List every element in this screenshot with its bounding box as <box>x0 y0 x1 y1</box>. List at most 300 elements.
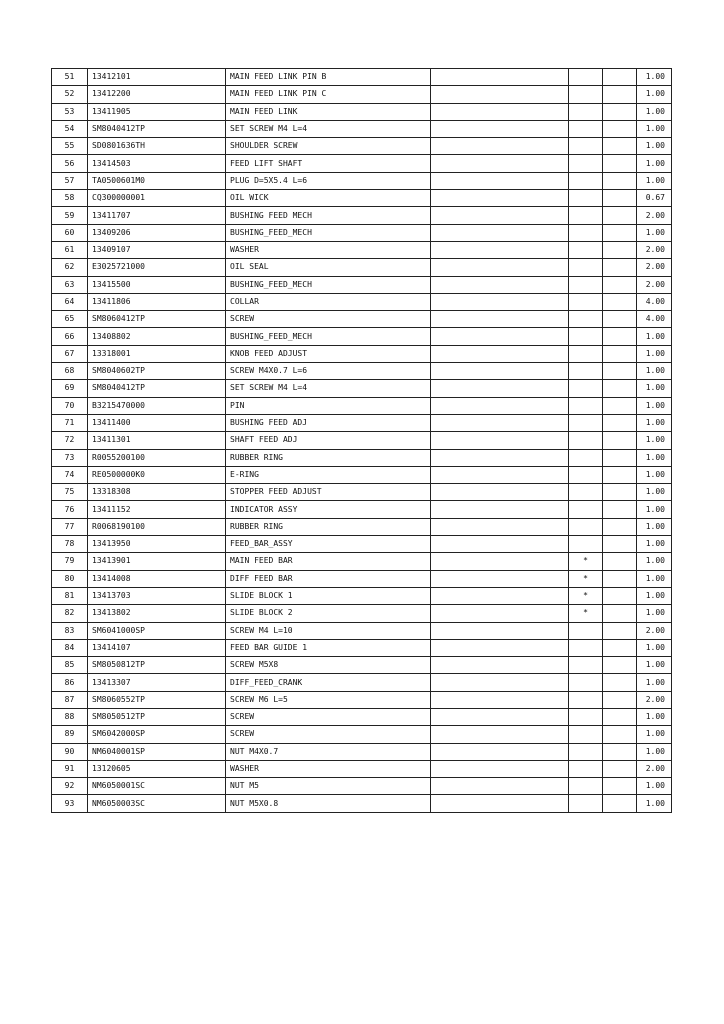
blank-cell <box>431 778 569 795</box>
blank-cell <box>603 363 637 380</box>
item-number-cell: 79 <box>52 553 88 570</box>
table-row <box>52 363 672 380</box>
mark-cell <box>569 466 603 483</box>
blank-cell <box>431 466 569 483</box>
mark-cell <box>569 432 603 449</box>
blank-cell <box>603 760 637 777</box>
table-row <box>52 553 672 570</box>
blank-cell <box>603 120 637 137</box>
part-number-cell: B3215470000 <box>88 397 226 414</box>
part-number-cell: 13318001 <box>88 345 226 362</box>
table-row <box>52 190 672 207</box>
blank-cell <box>431 224 569 241</box>
item-number-cell: 57 <box>52 172 88 189</box>
table-row <box>52 449 672 466</box>
mark-cell <box>569 536 603 553</box>
part-number-cell: 13414107 <box>88 639 226 656</box>
blank-cell <box>603 622 637 639</box>
blank-cell <box>431 120 569 137</box>
description-cell: WASHER <box>226 760 431 777</box>
quantity-cell: 2.00 <box>637 241 672 258</box>
description-cell: SCREW M4 L=10 <box>226 622 431 639</box>
blank-cell <box>431 380 569 397</box>
table-row <box>52 276 672 293</box>
part-number-cell: 13318308 <box>88 484 226 501</box>
mark-cell <box>569 86 603 103</box>
part-number-cell: 13408802 <box>88 328 226 345</box>
quantity-cell: 1.00 <box>637 224 672 241</box>
blank-cell <box>603 726 637 743</box>
table-row <box>52 207 672 224</box>
mark-cell <box>569 674 603 691</box>
mark-cell <box>569 69 603 86</box>
description-cell: RUBBER RING <box>226 518 431 535</box>
table-row <box>52 328 672 345</box>
blank-cell <box>603 190 637 207</box>
table-row <box>52 259 672 276</box>
table-row <box>52 311 672 328</box>
table-row <box>52 466 672 483</box>
quantity-cell: 4.00 <box>637 293 672 310</box>
part-number-cell: R0068190100 <box>88 518 226 535</box>
quantity-cell: 1.00 <box>637 466 672 483</box>
blank-cell <box>431 553 569 570</box>
mark-cell <box>569 484 603 501</box>
part-number-cell: 13409206 <box>88 224 226 241</box>
item-number-cell: 86 <box>52 674 88 691</box>
blank-cell <box>603 605 637 622</box>
item-number-cell: 58 <box>52 190 88 207</box>
blank-cell <box>431 414 569 431</box>
description-cell: SCREW <box>226 311 431 328</box>
quantity-cell: 1.00 <box>637 674 672 691</box>
item-number-cell: 91 <box>52 760 88 777</box>
blank-cell <box>603 795 637 812</box>
part-number-cell: 13411400 <box>88 414 226 431</box>
quantity-cell: 1.00 <box>637 155 672 172</box>
item-number-cell: 59 <box>52 207 88 224</box>
blank-cell <box>431 795 569 812</box>
part-number-cell: RE0500000K0 <box>88 466 226 483</box>
item-number-cell: 66 <box>52 328 88 345</box>
part-number-cell: E3025721000 <box>88 259 226 276</box>
mark-cell <box>569 449 603 466</box>
table-row <box>52 657 672 674</box>
table-row <box>52 570 672 587</box>
blank-cell <box>431 536 569 553</box>
blank-cell <box>603 639 637 656</box>
description-cell: OIL WICK <box>226 190 431 207</box>
table-row <box>52 414 672 431</box>
part-number-cell: 13411806 <box>88 293 226 310</box>
blank-cell <box>431 674 569 691</box>
part-number-cell: SM6041000SP <box>88 622 226 639</box>
mark-cell: * <box>569 587 603 604</box>
blank-cell <box>603 743 637 760</box>
blank-cell <box>431 276 569 293</box>
quantity-cell: 2.00 <box>637 622 672 639</box>
quantity-cell: 1.00 <box>637 501 672 518</box>
item-number-cell: 83 <box>52 622 88 639</box>
part-number-cell: NM6050003SC <box>88 795 226 812</box>
table-row <box>52 726 672 743</box>
mark-cell <box>569 311 603 328</box>
quantity-cell: 1.00 <box>637 587 672 604</box>
table-row <box>52 432 672 449</box>
part-number-cell: 13411152 <box>88 501 226 518</box>
blank-cell <box>603 778 637 795</box>
table-row <box>52 86 672 103</box>
item-number-cell: 77 <box>52 518 88 535</box>
blank-cell <box>431 449 569 466</box>
item-number-cell: 65 <box>52 311 88 328</box>
table-row <box>52 639 672 656</box>
table-row <box>52 155 672 172</box>
blank-cell <box>431 241 569 258</box>
quantity-cell: 1.00 <box>637 103 672 120</box>
quantity-cell: 4.00 <box>637 311 672 328</box>
description-cell: BUSHING_FEED_MECH <box>226 276 431 293</box>
blank-cell <box>431 345 569 362</box>
blank-cell <box>603 587 637 604</box>
quantity-cell: 1.00 <box>637 397 672 414</box>
blank-cell <box>603 432 637 449</box>
blank-cell <box>431 311 569 328</box>
table-row <box>52 484 672 501</box>
item-number-cell: 63 <box>52 276 88 293</box>
description-cell: BUSHING FEED MECH <box>226 207 431 224</box>
table-row <box>52 103 672 120</box>
part-number-cell: 13413307 <box>88 674 226 691</box>
part-number-cell: 13413703 <box>88 587 226 604</box>
quantity-cell: 1.00 <box>637 518 672 535</box>
table-row <box>52 138 672 155</box>
description-cell: MAIN FEED LINK PIN C <box>226 86 431 103</box>
blank-cell <box>603 172 637 189</box>
quantity-cell: 2.00 <box>637 259 672 276</box>
blank-cell <box>603 380 637 397</box>
description-cell: SHOULDER SCREW <box>226 138 431 155</box>
blank-cell <box>431 259 569 276</box>
blank-cell <box>603 328 637 345</box>
part-number-cell: SM8040412TP <box>88 120 226 137</box>
quantity-cell: 1.00 <box>637 484 672 501</box>
description-cell: STOPPER FEED ADJUST <box>226 484 431 501</box>
blank-cell <box>431 726 569 743</box>
blank-cell <box>431 518 569 535</box>
description-cell: SCREW M5X8 <box>226 657 431 674</box>
mark-cell: * <box>569 553 603 570</box>
quantity-cell: 1.00 <box>637 708 672 725</box>
quantity-cell: 1.00 <box>637 69 672 86</box>
blank-cell <box>603 466 637 483</box>
description-cell: PIN <box>226 397 431 414</box>
quantity-cell: 0.67 <box>637 190 672 207</box>
description-cell: OIL SEAL <box>226 259 431 276</box>
part-number-cell: 13120605 <box>88 760 226 777</box>
quantity-cell: 1.00 <box>637 345 672 362</box>
quantity-cell: 1.00 <box>637 778 672 795</box>
part-number-cell: 13413901 <box>88 553 226 570</box>
item-number-cell: 92 <box>52 778 88 795</box>
blank-cell <box>603 293 637 310</box>
table-row <box>52 120 672 137</box>
parts-table <box>51 68 672 813</box>
quantity-cell: 2.00 <box>637 760 672 777</box>
quantity-cell: 1.00 <box>637 449 672 466</box>
mark-cell <box>569 241 603 258</box>
quantity-cell: 1.00 <box>637 86 672 103</box>
description-cell: MAIN FEED LINK <box>226 103 431 120</box>
part-number-cell: 13409107 <box>88 241 226 258</box>
description-cell: SET SCREW M4 L=4 <box>226 120 431 137</box>
description-cell: SCREW <box>226 726 431 743</box>
item-number-cell: 76 <box>52 501 88 518</box>
mark-cell <box>569 622 603 639</box>
blank-cell <box>431 190 569 207</box>
item-number-cell: 82 <box>52 605 88 622</box>
part-number-cell: R0055200100 <box>88 449 226 466</box>
table-row <box>52 743 672 760</box>
part-number-cell: NM6050001SC <box>88 778 226 795</box>
description-cell: COLLAR <box>226 293 431 310</box>
item-number-cell: 74 <box>52 466 88 483</box>
mark-cell <box>569 138 603 155</box>
blank-cell <box>431 432 569 449</box>
mark-cell <box>569 518 603 535</box>
quantity-cell: 1.00 <box>637 414 672 431</box>
description-cell: DIFF FEED BAR <box>226 570 431 587</box>
part-number-cell: NM6040001SP <box>88 743 226 760</box>
item-number-cell: 80 <box>52 570 88 587</box>
description-cell: NUT M5X0.8 <box>226 795 431 812</box>
table-row <box>52 778 672 795</box>
item-number-cell: 72 <box>52 432 88 449</box>
blank-cell <box>431 622 569 639</box>
parts-table-body <box>52 69 672 813</box>
item-number-cell: 87 <box>52 691 88 708</box>
quantity-cell: 1.00 <box>637 120 672 137</box>
item-number-cell: 78 <box>52 536 88 553</box>
table-row <box>52 172 672 189</box>
blank-cell <box>431 172 569 189</box>
quantity-cell: 1.00 <box>637 553 672 570</box>
description-cell: INDICATOR ASSY <box>226 501 431 518</box>
blank-cell <box>431 397 569 414</box>
table-row <box>52 241 672 258</box>
description-cell: FEED_BAR_ASSY <box>226 536 431 553</box>
quantity-cell: 2.00 <box>637 207 672 224</box>
mark-cell <box>569 657 603 674</box>
blank-cell <box>603 224 637 241</box>
part-number-cell: TA0500601M0 <box>88 172 226 189</box>
description-cell: FEED BAR GUIDE 1 <box>226 639 431 656</box>
mark-cell <box>569 795 603 812</box>
item-number-cell: 75 <box>52 484 88 501</box>
table-row <box>52 760 672 777</box>
blank-cell <box>431 155 569 172</box>
description-cell: SCREW <box>226 708 431 725</box>
mark-cell <box>569 743 603 760</box>
description-cell: BUSHING_FEED_MECH <box>226 328 431 345</box>
blank-cell <box>431 138 569 155</box>
blank-cell <box>431 605 569 622</box>
table-row <box>52 795 672 812</box>
part-number-cell: SM8060552TP <box>88 691 226 708</box>
blank-cell <box>431 760 569 777</box>
table-row <box>52 622 672 639</box>
blank-cell <box>431 103 569 120</box>
blank-cell <box>603 207 637 224</box>
blank-cell <box>603 241 637 258</box>
blank-cell <box>603 69 637 86</box>
blank-cell <box>603 259 637 276</box>
quantity-cell: 1.00 <box>637 743 672 760</box>
part-number-cell: 13414503 <box>88 155 226 172</box>
mark-cell <box>569 363 603 380</box>
blank-cell <box>431 570 569 587</box>
blank-cell <box>603 103 637 120</box>
blank-cell <box>603 501 637 518</box>
mark-cell <box>569 708 603 725</box>
item-number-cell: 90 <box>52 743 88 760</box>
part-number-cell: SM6042000SP <box>88 726 226 743</box>
part-number-cell: SM8060412TP <box>88 311 226 328</box>
item-number-cell: 67 <box>52 345 88 362</box>
part-number-cell: 13415500 <box>88 276 226 293</box>
table-row <box>52 501 672 518</box>
blank-cell <box>603 345 637 362</box>
description-cell: RUBBER RING <box>226 449 431 466</box>
blank-cell <box>603 138 637 155</box>
item-number-cell: 70 <box>52 397 88 414</box>
part-number-cell: 13411905 <box>88 103 226 120</box>
description-cell: NUT M4X0.7 <box>226 743 431 760</box>
part-number-cell: 13413802 <box>88 605 226 622</box>
mark-cell <box>569 691 603 708</box>
blank-cell <box>603 570 637 587</box>
table-row <box>52 345 672 362</box>
item-number-cell: 85 <box>52 657 88 674</box>
part-number-cell: CQ300000001 <box>88 190 226 207</box>
mark-cell <box>569 501 603 518</box>
part-number-cell: 13413950 <box>88 536 226 553</box>
mark-cell <box>569 778 603 795</box>
part-number-cell: 13414008 <box>88 570 226 587</box>
item-number-cell: 68 <box>52 363 88 380</box>
mark-cell <box>569 172 603 189</box>
table-row <box>52 536 672 553</box>
item-number-cell: 93 <box>52 795 88 812</box>
blank-cell <box>431 501 569 518</box>
blank-cell <box>603 708 637 725</box>
table-row <box>52 691 672 708</box>
blank-cell <box>603 536 637 553</box>
item-number-cell: 69 <box>52 380 88 397</box>
mark-cell: * <box>569 570 603 587</box>
blank-cell <box>603 155 637 172</box>
part-number-cell: SM8050512TP <box>88 708 226 725</box>
description-cell: WASHER <box>226 241 431 258</box>
blank-cell <box>603 311 637 328</box>
blank-cell <box>603 484 637 501</box>
quantity-cell: 1.00 <box>637 639 672 656</box>
mark-cell <box>569 207 603 224</box>
mark-cell <box>569 328 603 345</box>
table-row <box>52 380 672 397</box>
table-row <box>52 518 672 535</box>
part-number-cell: 13411301 <box>88 432 226 449</box>
item-number-cell: 55 <box>52 138 88 155</box>
part-number-cell: SM8050812TP <box>88 657 226 674</box>
mark-cell <box>569 639 603 656</box>
mark-cell <box>569 345 603 362</box>
mark-cell <box>569 224 603 241</box>
item-number-cell: 62 <box>52 259 88 276</box>
mark-cell <box>569 103 603 120</box>
description-cell: SET SCREW M4 L=4 <box>226 380 431 397</box>
mark-cell: * <box>569 605 603 622</box>
table-row <box>52 605 672 622</box>
item-number-cell: 60 <box>52 224 88 241</box>
blank-cell <box>431 587 569 604</box>
item-number-cell: 56 <box>52 155 88 172</box>
description-cell: FEED LIFT SHAFT <box>226 155 431 172</box>
blank-cell <box>603 674 637 691</box>
blank-cell <box>431 708 569 725</box>
quantity-cell: 1.00 <box>637 605 672 622</box>
mark-cell <box>569 259 603 276</box>
table-row <box>52 587 672 604</box>
part-number-cell: 13411707 <box>88 207 226 224</box>
description-cell: E-RING <box>226 466 431 483</box>
blank-cell <box>603 691 637 708</box>
mark-cell <box>569 414 603 431</box>
blank-cell <box>431 69 569 86</box>
blank-cell <box>603 276 637 293</box>
description-cell: PLUG D=5X5.4 L=6 <box>226 172 431 189</box>
item-number-cell: 53 <box>52 103 88 120</box>
blank-cell <box>431 207 569 224</box>
part-number-cell: SD0801636TH <box>88 138 226 155</box>
blank-cell <box>431 328 569 345</box>
item-number-cell: 88 <box>52 708 88 725</box>
blank-cell <box>603 86 637 103</box>
description-cell: BUSHING_FEED_MECH <box>226 224 431 241</box>
quantity-cell: 1.00 <box>637 536 672 553</box>
quantity-cell: 2.00 <box>637 691 672 708</box>
description-cell: SLIDE BLOCK 1 <box>226 587 431 604</box>
quantity-cell: 1.00 <box>637 138 672 155</box>
description-cell: KNOB FEED ADJUST <box>226 345 431 362</box>
description-cell: MAIN FEED LINK PIN B <box>226 69 431 86</box>
description-cell: DIFF_FEED_CRANK <box>226 674 431 691</box>
mark-cell <box>569 155 603 172</box>
quantity-cell: 1.00 <box>637 570 672 587</box>
blank-cell <box>603 449 637 466</box>
description-cell: BUSHING FEED ADJ <box>226 414 431 431</box>
quantity-cell: 1.00 <box>637 795 672 812</box>
table-row <box>52 397 672 414</box>
quantity-cell: 1.00 <box>637 432 672 449</box>
quantity-cell: 1.00 <box>637 328 672 345</box>
quantity-cell: 2.00 <box>637 276 672 293</box>
part-number-cell: SM8040602TP <box>88 363 226 380</box>
blank-cell <box>603 397 637 414</box>
description-cell: SCREW M6 L=5 <box>226 691 431 708</box>
quantity-cell: 1.00 <box>637 172 672 189</box>
blank-cell <box>603 518 637 535</box>
